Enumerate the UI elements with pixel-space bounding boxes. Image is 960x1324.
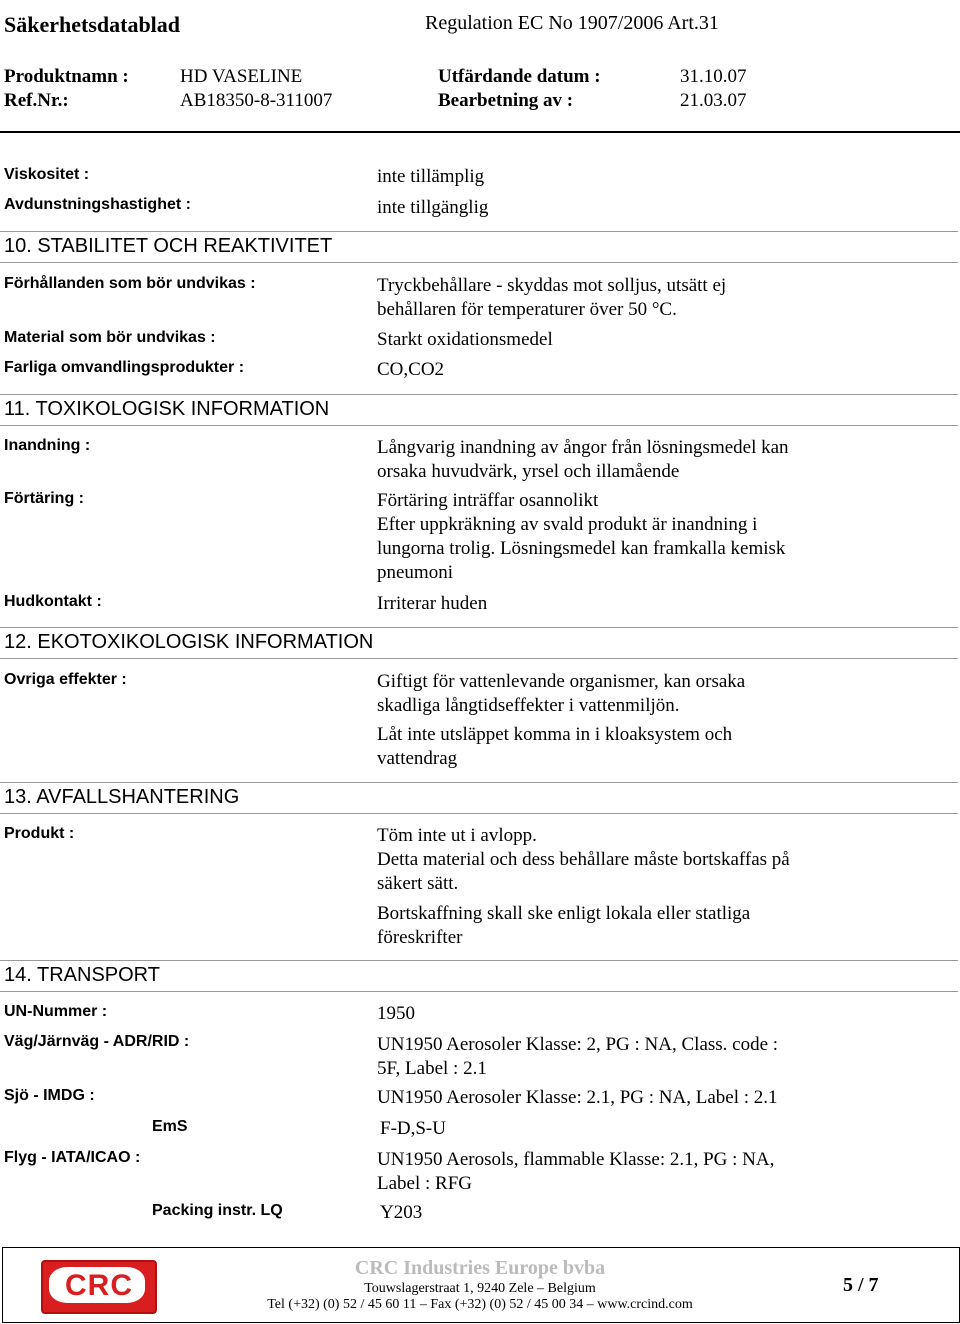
company-contact: Tel (+32) (0) 52 / 45 60 11 – Fax (+32) (0) 52 / 45 00 34 – www.crcind.com: [267, 1297, 693, 1312]
conditions-value: Tryckbehållare - skyddas mot solljus, utsätt ej behållaren för temperaturer över 50 °C.: [377, 275, 727, 320]
section-10-title: 10. STABILITET OCH REAKTIVITET: [4, 235, 333, 257]
revision-label: Bearbetning av :: [438, 90, 574, 111]
air-value: UN1950 Aerosols, flammable Klasse: 2.1, PG : NA, Label : RFG: [377, 1149, 775, 1194]
disposal-product-value-3: Bortskaffning skall ske enligt lokala eller statliga föreskrifter: [377, 903, 751, 948]
section-13-title: 13. AVFALLSHANTERING: [4, 786, 240, 808]
ref-label: Ref.Nr.:: [4, 90, 69, 111]
evaporation-value: inte tillgänglig: [377, 197, 489, 218]
issue-date-value: 31.10.07: [680, 66, 747, 87]
page-number: 5 / 7: [843, 1274, 879, 1296]
materials-label: Material som bör undvikas :: [4, 329, 216, 346]
company-address: Touwslagerstraat 1, 9240 Zele – Belgium: [364, 1281, 596, 1296]
ref-value: AB18350-8-311007: [180, 90, 333, 111]
decomposition-value: CO,CO2: [377, 359, 445, 380]
un-number-label: UN-Nummer :: [4, 1003, 108, 1020]
packing-value: Y203: [380, 1202, 423, 1223]
other-effects-value-2: Låt inte utsläppet komma in i kloaksystem och vattendrag: [377, 724, 733, 769]
conditions-label: Förhållanden som bör undvikas :: [4, 275, 256, 292]
footer-box: [2, 1247, 960, 1323]
ingestion-label: Förtäring :: [4, 490, 84, 507]
product-name-label: Produktnamn :: [4, 66, 129, 87]
logo-text: CRC: [65, 1269, 133, 1302]
disposal-product-value-1: Töm inte ut i avlopp.: [377, 825, 537, 846]
section-11-title: 11. TOXIKOLOGISK INFORMATION: [4, 398, 330, 420]
skin-label: Hudkontakt :: [4, 593, 102, 610]
section-14-title: 14. TRANSPORT: [4, 964, 160, 986]
regulation-text: Regulation EC No 1907/2006 Art.31: [425, 12, 719, 34]
disposal-product-label: Produkt :: [4, 825, 75, 842]
materials-value: Starkt oxidationsmedel: [377, 329, 553, 350]
ingestion-value: Förtäring inträffar osannolikt Efter uppkräkning av svald produkt är inandning i lungorna trolig. Lösningsmedel kan framkalla kemisk pneumoni: [377, 490, 786, 583]
road-value: UN1950 Aerosoler Klasse: 2, PG : NA, Class. code : 5F, Label : 2.1: [377, 1034, 779, 1079]
section-13-header: [0, 782, 958, 814]
company-name: CRC Industries Europe bvba: [354, 1257, 606, 1279]
inhalation-label: Inandning :: [4, 437, 91, 454]
ems-value: F-D,S-U: [380, 1118, 446, 1139]
sea-label: Sjö - IMDG :: [4, 1087, 95, 1104]
header-divider: [0, 131, 960, 133]
section-14-header: [0, 960, 958, 992]
revision-value: 21.03.07: [680, 90, 747, 111]
other-effects-value-1: Giftigt för vattenlevande organismer, kan orsaka skadliga långtidseffekter i vattenmiljön.: [377, 671, 746, 716]
decomposition-label: Farliga omvandlingsprodukter :: [4, 359, 245, 376]
section-11-header: [0, 394, 958, 426]
product-name-value: HD VASELINE: [180, 66, 303, 87]
disposal-product-value-2: Detta material och dess behållare måste bortskaffas på säkert sätt.: [377, 849, 790, 894]
un-number-value: 1950: [377, 1003, 415, 1024]
section-12-title: 12. EKOTOXIKOLOGISK INFORMATION: [4, 631, 374, 653]
viscosity-value: inte tillämplig: [377, 166, 485, 187]
inhalation-value: Långvarig inandning av ångor från lösningsmedel kan orsaka huvudvärk, yrsel och illamående: [377, 437, 789, 482]
other-effects-label: Ovriga effekter :: [4, 671, 127, 688]
section-12-header: [0, 627, 958, 659]
document-title: Säkerhetsdatablad: [4, 12, 181, 37]
packing-label: Packing instr. LQ: [152, 1202, 283, 1219]
issue-date-label: Utfärdande datum :: [438, 66, 601, 87]
evaporation-label: Avdunstningshastighet :: [4, 196, 191, 213]
viscosity-label: Viskositet :: [4, 166, 90, 183]
skin-value: Irriterar huden: [377, 593, 488, 614]
sea-value: UN1950 Aerosoler Klasse: 2.1, PG : NA, Label : 2.1: [377, 1087, 778, 1108]
road-label: Väg/Järnväg - ADR/RID :: [4, 1033, 190, 1050]
section-10-header: [0, 231, 958, 263]
air-label: Flyg - IATA/ICAO :: [4, 1149, 141, 1166]
ems-label: EmS: [152, 1118, 188, 1135]
